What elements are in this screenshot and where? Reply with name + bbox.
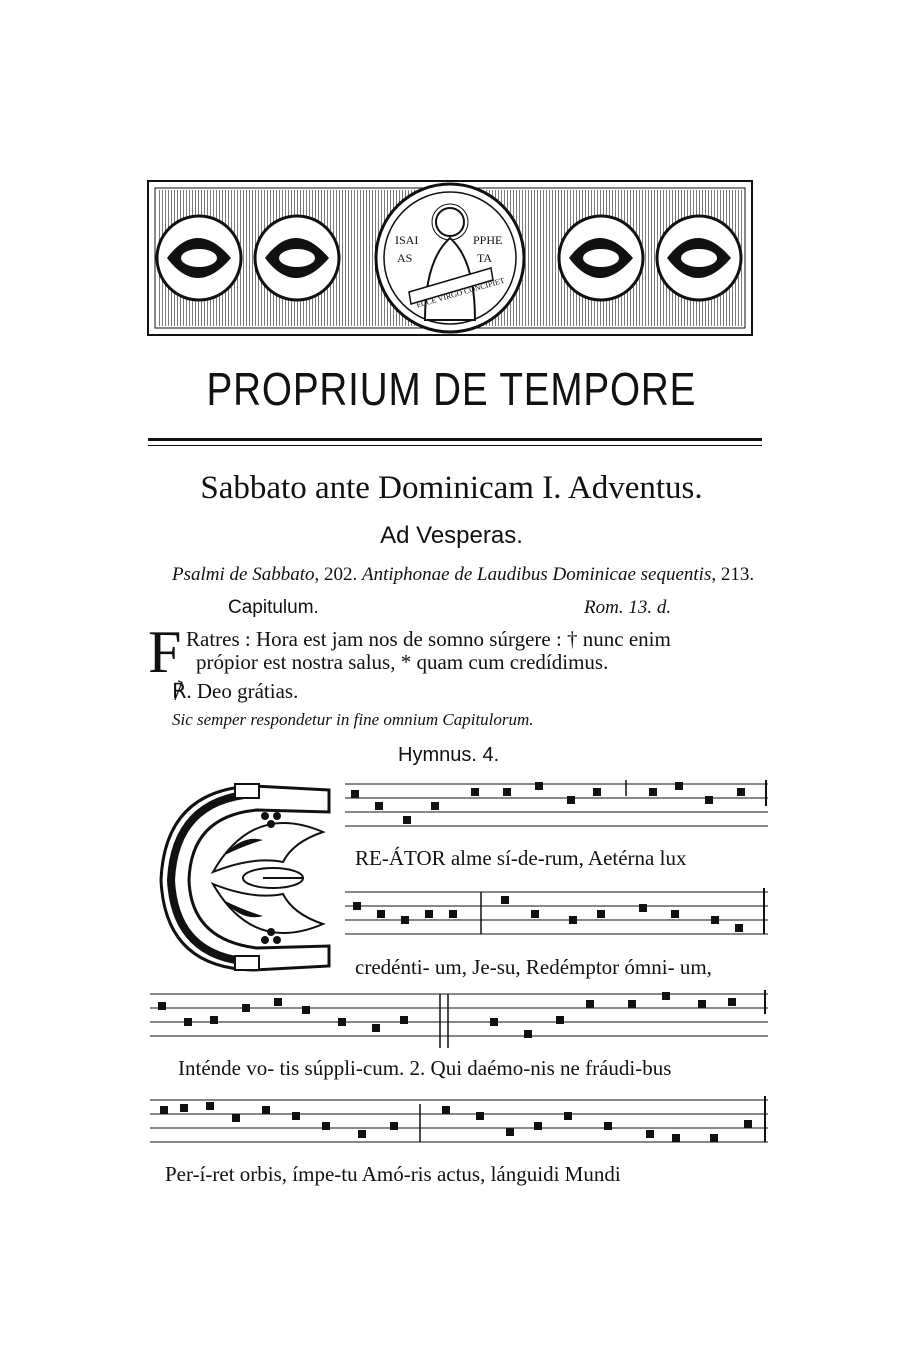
medallion-text-isai: ISAI	[395, 233, 419, 247]
lyric-line-1: RE-ÁTOR alme sí-de-rum, Aetérna lux	[355, 846, 687, 870]
headpiece-ornament	[147, 180, 753, 336]
medallion-scroll-text: ECCE VIRGO CONCIPIET	[415, 275, 506, 310]
rubric-text: Sic semper respondetur in fine omnium Capitulorum.	[172, 710, 534, 729]
drop-cap-f: F	[148, 619, 182, 685]
hymnus-label: Hymnus. 4.	[398, 744, 500, 766]
psalmi-rubric	[172, 564, 754, 586]
capitulum-text-line-1: Ratres : Hora est jam nos de somno súrgere : † nunc enim	[186, 627, 671, 651]
illuminated-initial-c	[153, 780, 339, 975]
antiphonae-source: Antiphonae de Laudibus Dominicae sequentis	[362, 564, 712, 585]
page-title: PROPRIUM DE TEMPORE	[206, 363, 697, 415]
capitulum-text-line-2: própior est nostra salus, * quam cum credídimus.	[196, 650, 609, 674]
staff-2	[345, 888, 768, 944]
response-text: ℟. Deo grátias.	[172, 679, 299, 703]
psalmi-page-2: , 213.	[711, 564, 755, 585]
lyric-line-2: credénti- um, Je-su, Redémptor ómni- um,	[355, 955, 712, 979]
lyric-line-3: Inténde vo- tis súppli-cum. 2. Qui daémo-nis ne fráudi-bus	[178, 1056, 672, 1080]
capitulum-label: Capitulum.	[228, 597, 319, 618]
capitulum-reference: Rom. 13. d.	[584, 597, 672, 618]
staff-4	[150, 1096, 768, 1152]
section-subheading: Ad Vesperas.	[380, 522, 523, 549]
lyric-line-4: Per-í-ret orbis, ímpe-tu Amó-ris actus, lánguidi Mundi	[165, 1162, 621, 1186]
psalmi-page-1: , 202.	[314, 564, 362, 585]
title-rule-thin	[148, 445, 762, 446]
staff-1	[345, 780, 768, 838]
medallion-text-ta: TA	[477, 251, 493, 265]
section-heading: Sabbato ante Dominicam I. Adventus.	[200, 470, 703, 506]
staff-3	[150, 990, 768, 1048]
psalmi-source: Psalmi de Sabbato	[172, 564, 315, 585]
title-rule-thick	[148, 438, 762, 441]
medallion-text-as: AS	[397, 251, 413, 265]
medallion-text-pphe: PPHE	[473, 233, 503, 247]
